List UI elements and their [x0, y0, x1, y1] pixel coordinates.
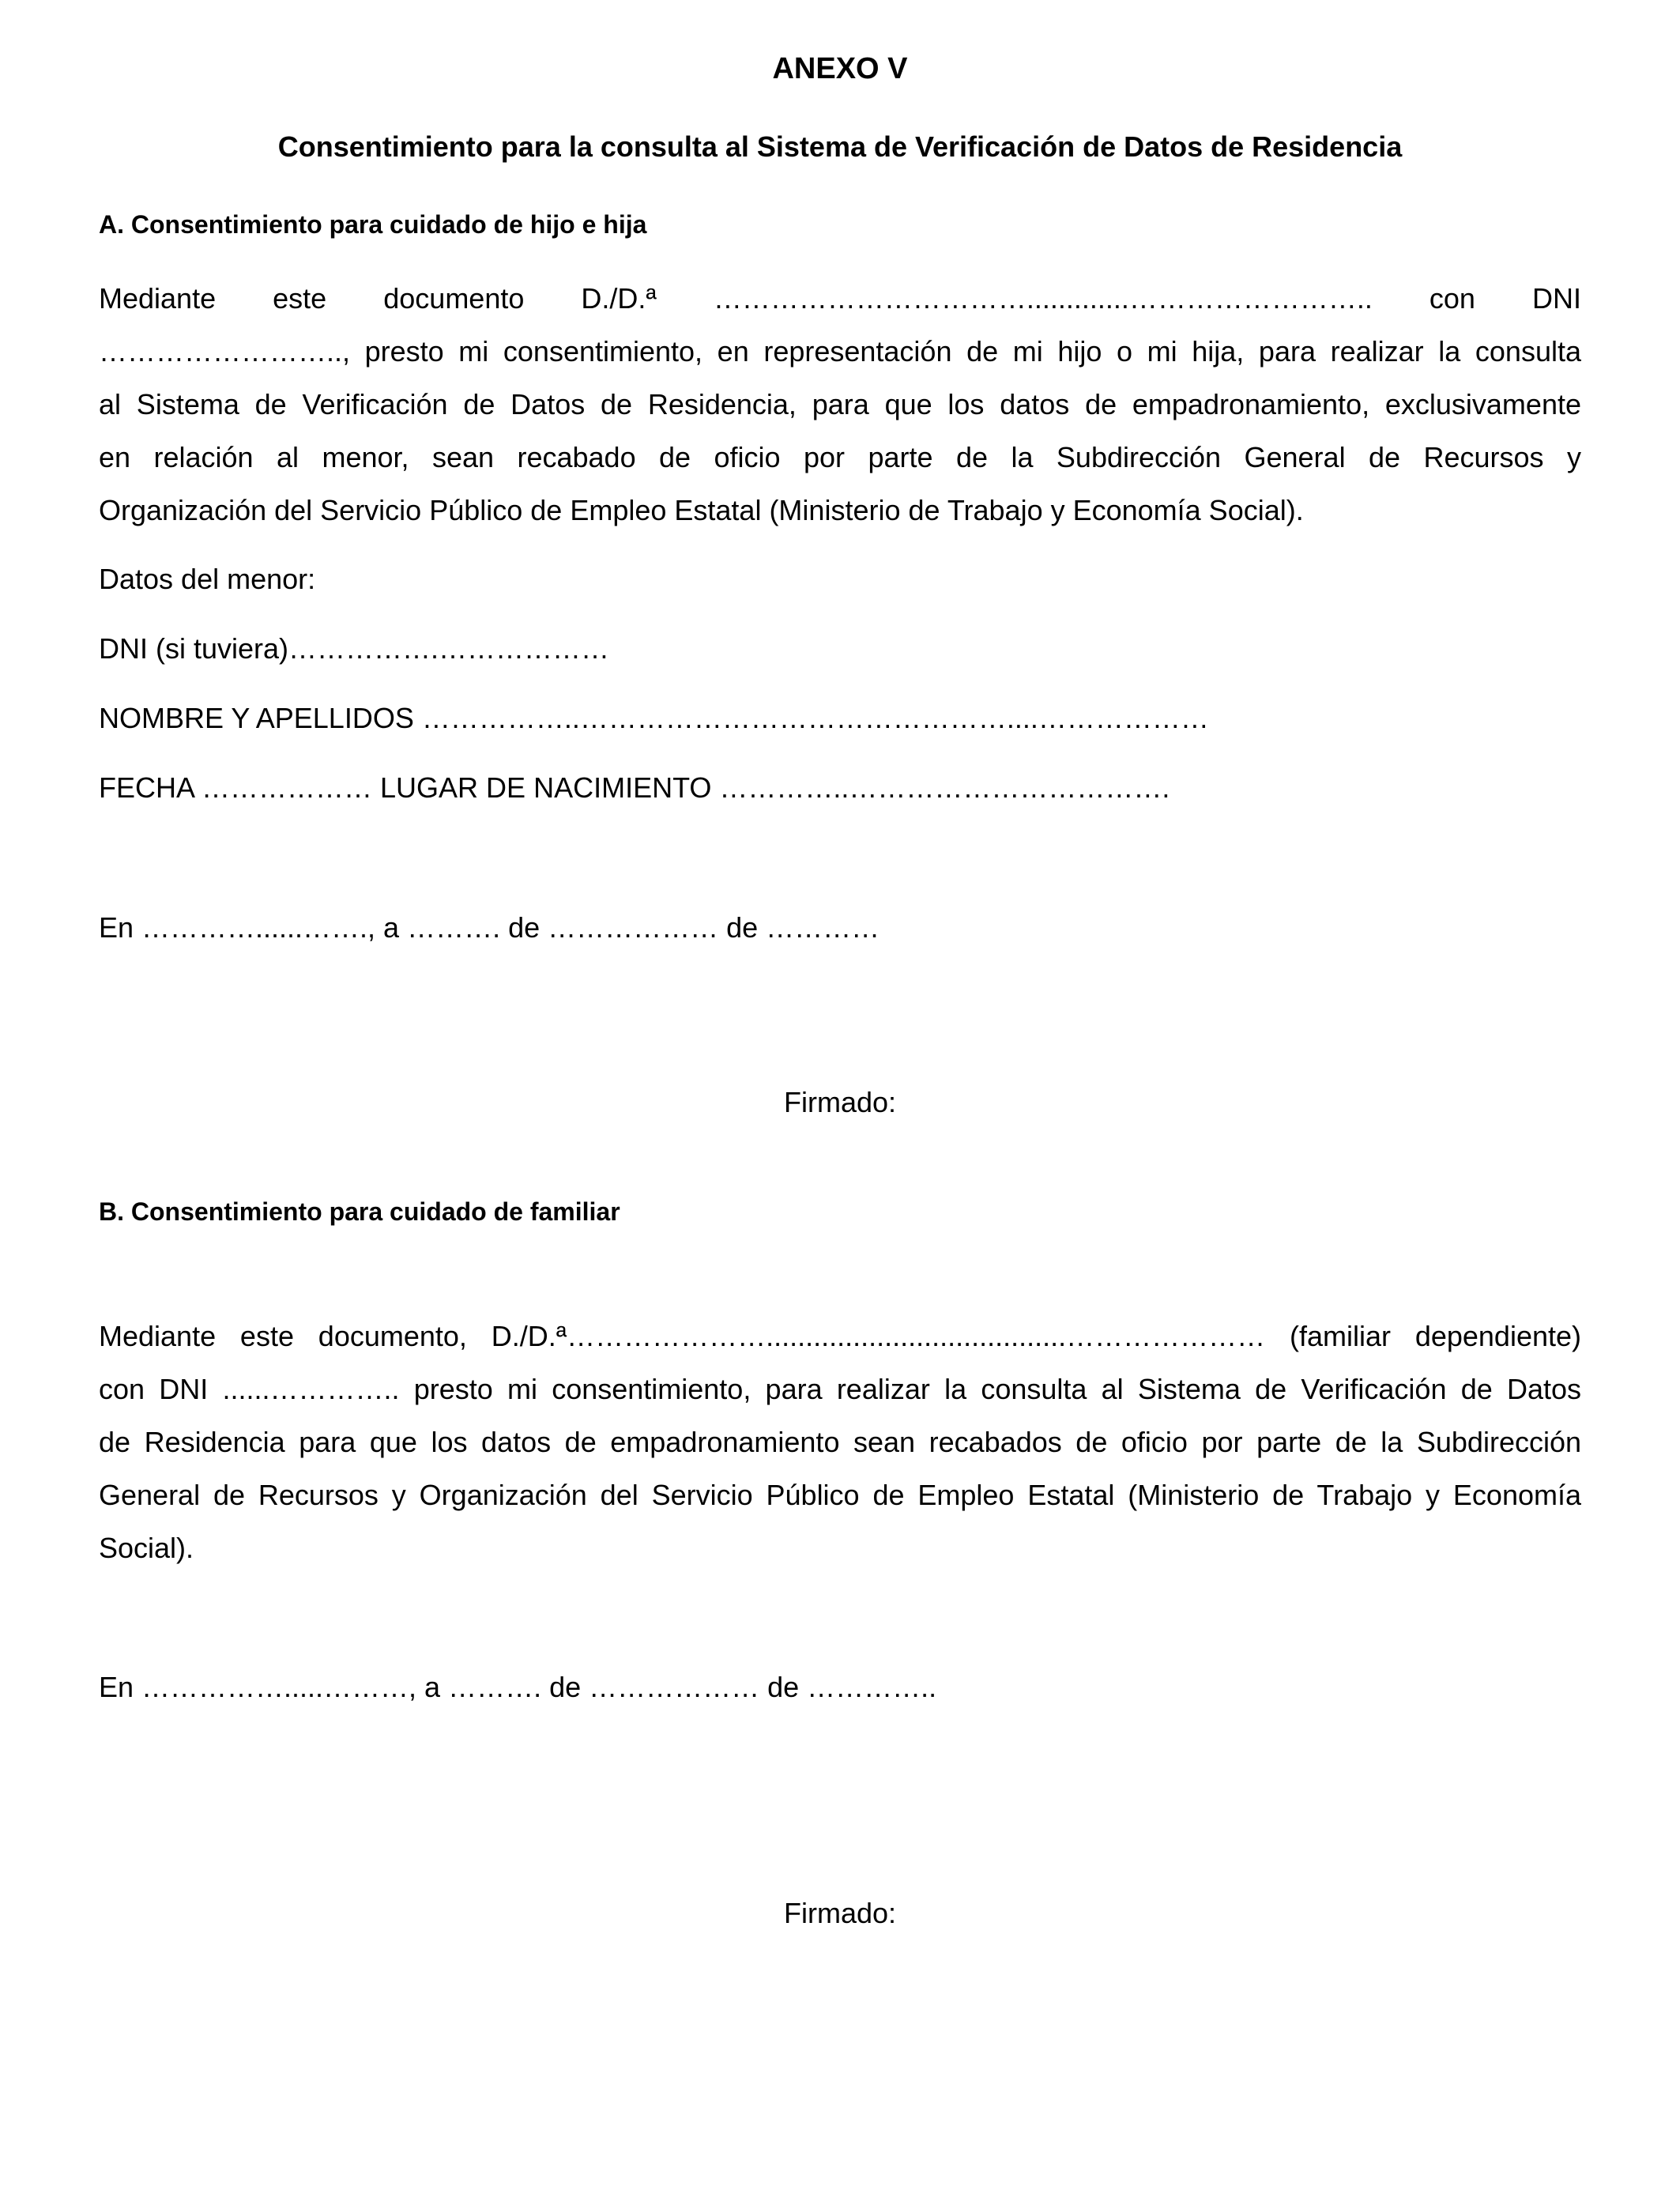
section-b-paragraph-line: Social). [99, 1532, 194, 1564]
section-a-paragraph-line: Mediante este documento D./D.ª …………………………….............…………………….. con DNI [99, 282, 1581, 315]
section-b-paragraph-line: de Residencia para que los datos de empadronamiento sean recabados de oficio por parte de la Subdirección [99, 1426, 1581, 1458]
section-a-paragraph-line: en relación al menor, sean recabado de oficio por parte de la Subdirección General de Recursos y [99, 441, 1581, 473]
section-b-paragraph-line: General de Recursos y Organización del Servicio Público de Empleo Estatal (Ministerio de Trabajo y Economía [99, 1479, 1581, 1511]
section-a-paragraph-line: al Sistema de Verificación de Datos de Residencia, para que los datos de empadronamiento, exclusivamente [99, 388, 1581, 420]
section-a-paragraph [99, 272, 1581, 537]
minor-name-field: NOMBRE Y APELLIDOS ……………..………………………………………....……………… [99, 702, 1209, 734]
section-b-heading: B. Consentimiento para cuidado de familiar [99, 1197, 620, 1226]
section-b-paragraph [99, 1310, 1581, 1574]
section-b-place-date: En …………….....………, a ………. de ……………… de ………….. [99, 1671, 937, 1703]
minor-birth-field: FECHA ……………… LUGAR DE NACIMIENTO …………..……………………………. [99, 771, 1170, 804]
section-a-paragraph-line: …………………….., presto mi consentimiento, en representación de mi hijo o mi hija, para realizar la consulta [99, 335, 1581, 368]
section-a-heading: A. Consentimiento para cuidado de hijo e hija [99, 210, 647, 239]
document-subtitle: Consentimiento para la consulta al Sistema de Verificación de Datos de Residencia [277, 130, 1403, 163]
section-b-paragraph-line: Mediante este documento, D./D.ª…………………......................................………………… (familiar dependiente) [99, 1320, 1581, 1352]
section-b-paragraph-line: con DNI ......………….. presto mi consentimiento, para realizar la consulta al Sistema de Verificación de Datos [99, 1373, 1581, 1405]
section-b-signed-label: Firmado: [783, 1897, 897, 1929]
minor-dni-field: DNI (si tuviera)…………….……………… [99, 632, 610, 665]
section-a-paragraph-line: Organización del Servicio Público de Empleo Estatal (Ministerio de Trabajo y Economía Social). [99, 494, 1304, 526]
section-a-place-date: En …………......……., a ………. de ……………… de ………… [99, 911, 880, 944]
section-a-signed-label: Firmado: [783, 1086, 897, 1118]
document-title: ANEXO V [772, 52, 908, 85]
minor-data-label: Datos del menor: [99, 563, 316, 595]
